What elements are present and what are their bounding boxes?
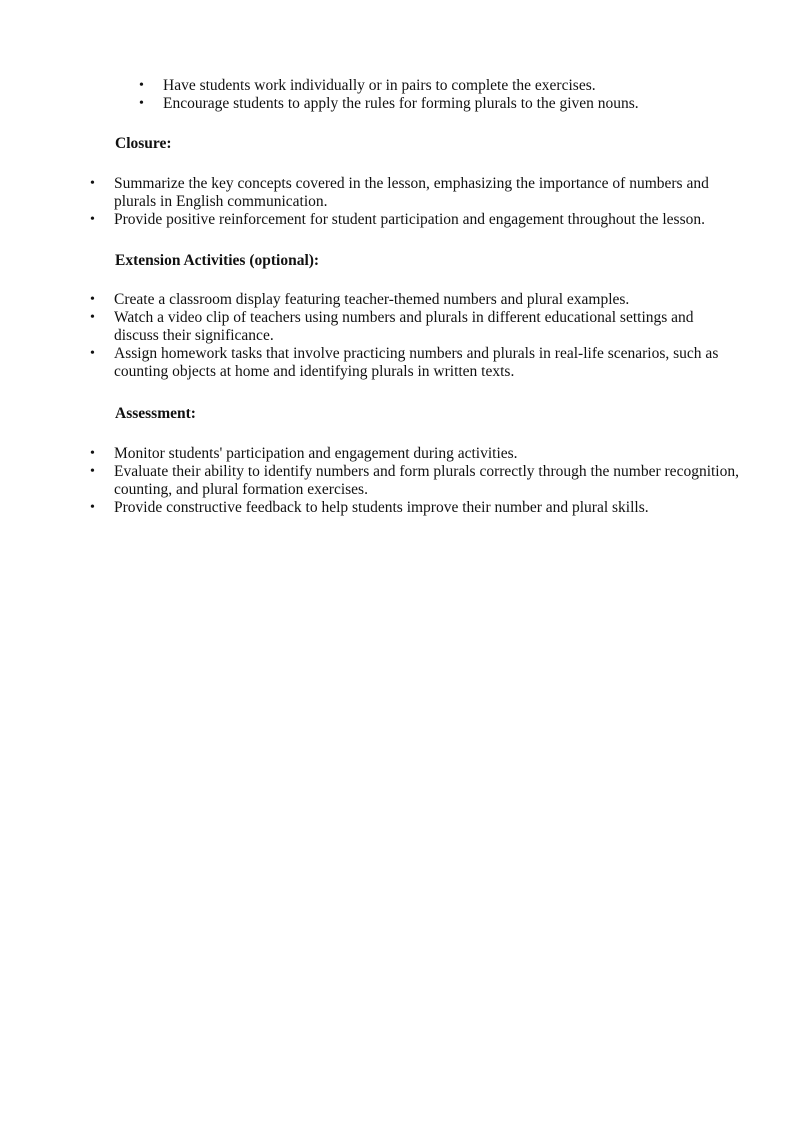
list-item: [139, 95, 723, 113]
list-item-text: Watch a video clip of teachers using numbers and plurals in different educational settings and discuss their significance.: [114, 309, 694, 344]
list-item: [90, 499, 739, 517]
bullet-icon: •: [90, 446, 95, 461]
list-item: [90, 345, 739, 381]
practice-list: [139, 77, 723, 113]
list-item-text: Create a classroom display featuring teacher-themed numbers and plural examples.: [114, 291, 630, 308]
assessment-heading: Assessment:: [115, 405, 196, 422]
closure-heading: Closure:: [115, 135, 172, 152]
bullet-icon: •: [90, 346, 95, 361]
bullet-icon: •: [90, 464, 95, 479]
list-item: [90, 175, 739, 211]
list-item: [90, 309, 739, 345]
assessment-list: [90, 445, 739, 517]
extension-activities-heading: Extension Activities (optional):: [115, 252, 320, 269]
list-item: [90, 463, 739, 499]
bullet-icon: •: [90, 176, 95, 191]
bullet-icon: •: [139, 96, 144, 111]
list-item: [139, 77, 723, 95]
bullet-icon: •: [90, 500, 95, 515]
bullet-icon: •: [90, 292, 95, 307]
list-item-text: Provide constructive feedback to help students improve their number and plural skills.: [114, 499, 649, 516]
list-item-text: Provide positive reinforcement for student participation and engagement throughout the lesson.: [114, 211, 705, 228]
list-item-text: Summarize the key concepts covered in the lesson, emphasizing the importance of numbers and plurals in English communication.: [114, 175, 709, 210]
list-item-text: Evaluate their ability to identify numbers and form plurals correctly through the number recognition, counting, and plural formation exercises.: [114, 463, 739, 498]
bullet-icon: •: [139, 78, 144, 93]
bullet-icon: •: [90, 310, 95, 325]
list-item-text: Encourage students to apply the rules for forming plurals to the given nouns.: [163, 95, 639, 112]
list-item: [90, 291, 739, 309]
list-item-text: Have students work individually or in pairs to complete the exercises.: [163, 77, 596, 94]
extension-activities-list: [90, 291, 739, 381]
list-item: [90, 211, 739, 229]
closure-list: [90, 175, 739, 229]
list-item-text: Monitor students' participation and engagement during activities.: [114, 445, 518, 462]
list-item: [90, 445, 739, 463]
bullet-icon: •: [90, 212, 95, 227]
list-item-text: Assign homework tasks that involve practicing numbers and plurals in real-life scenarios, such as counting objects at home and identifying plurals in written texts.: [114, 345, 719, 380]
